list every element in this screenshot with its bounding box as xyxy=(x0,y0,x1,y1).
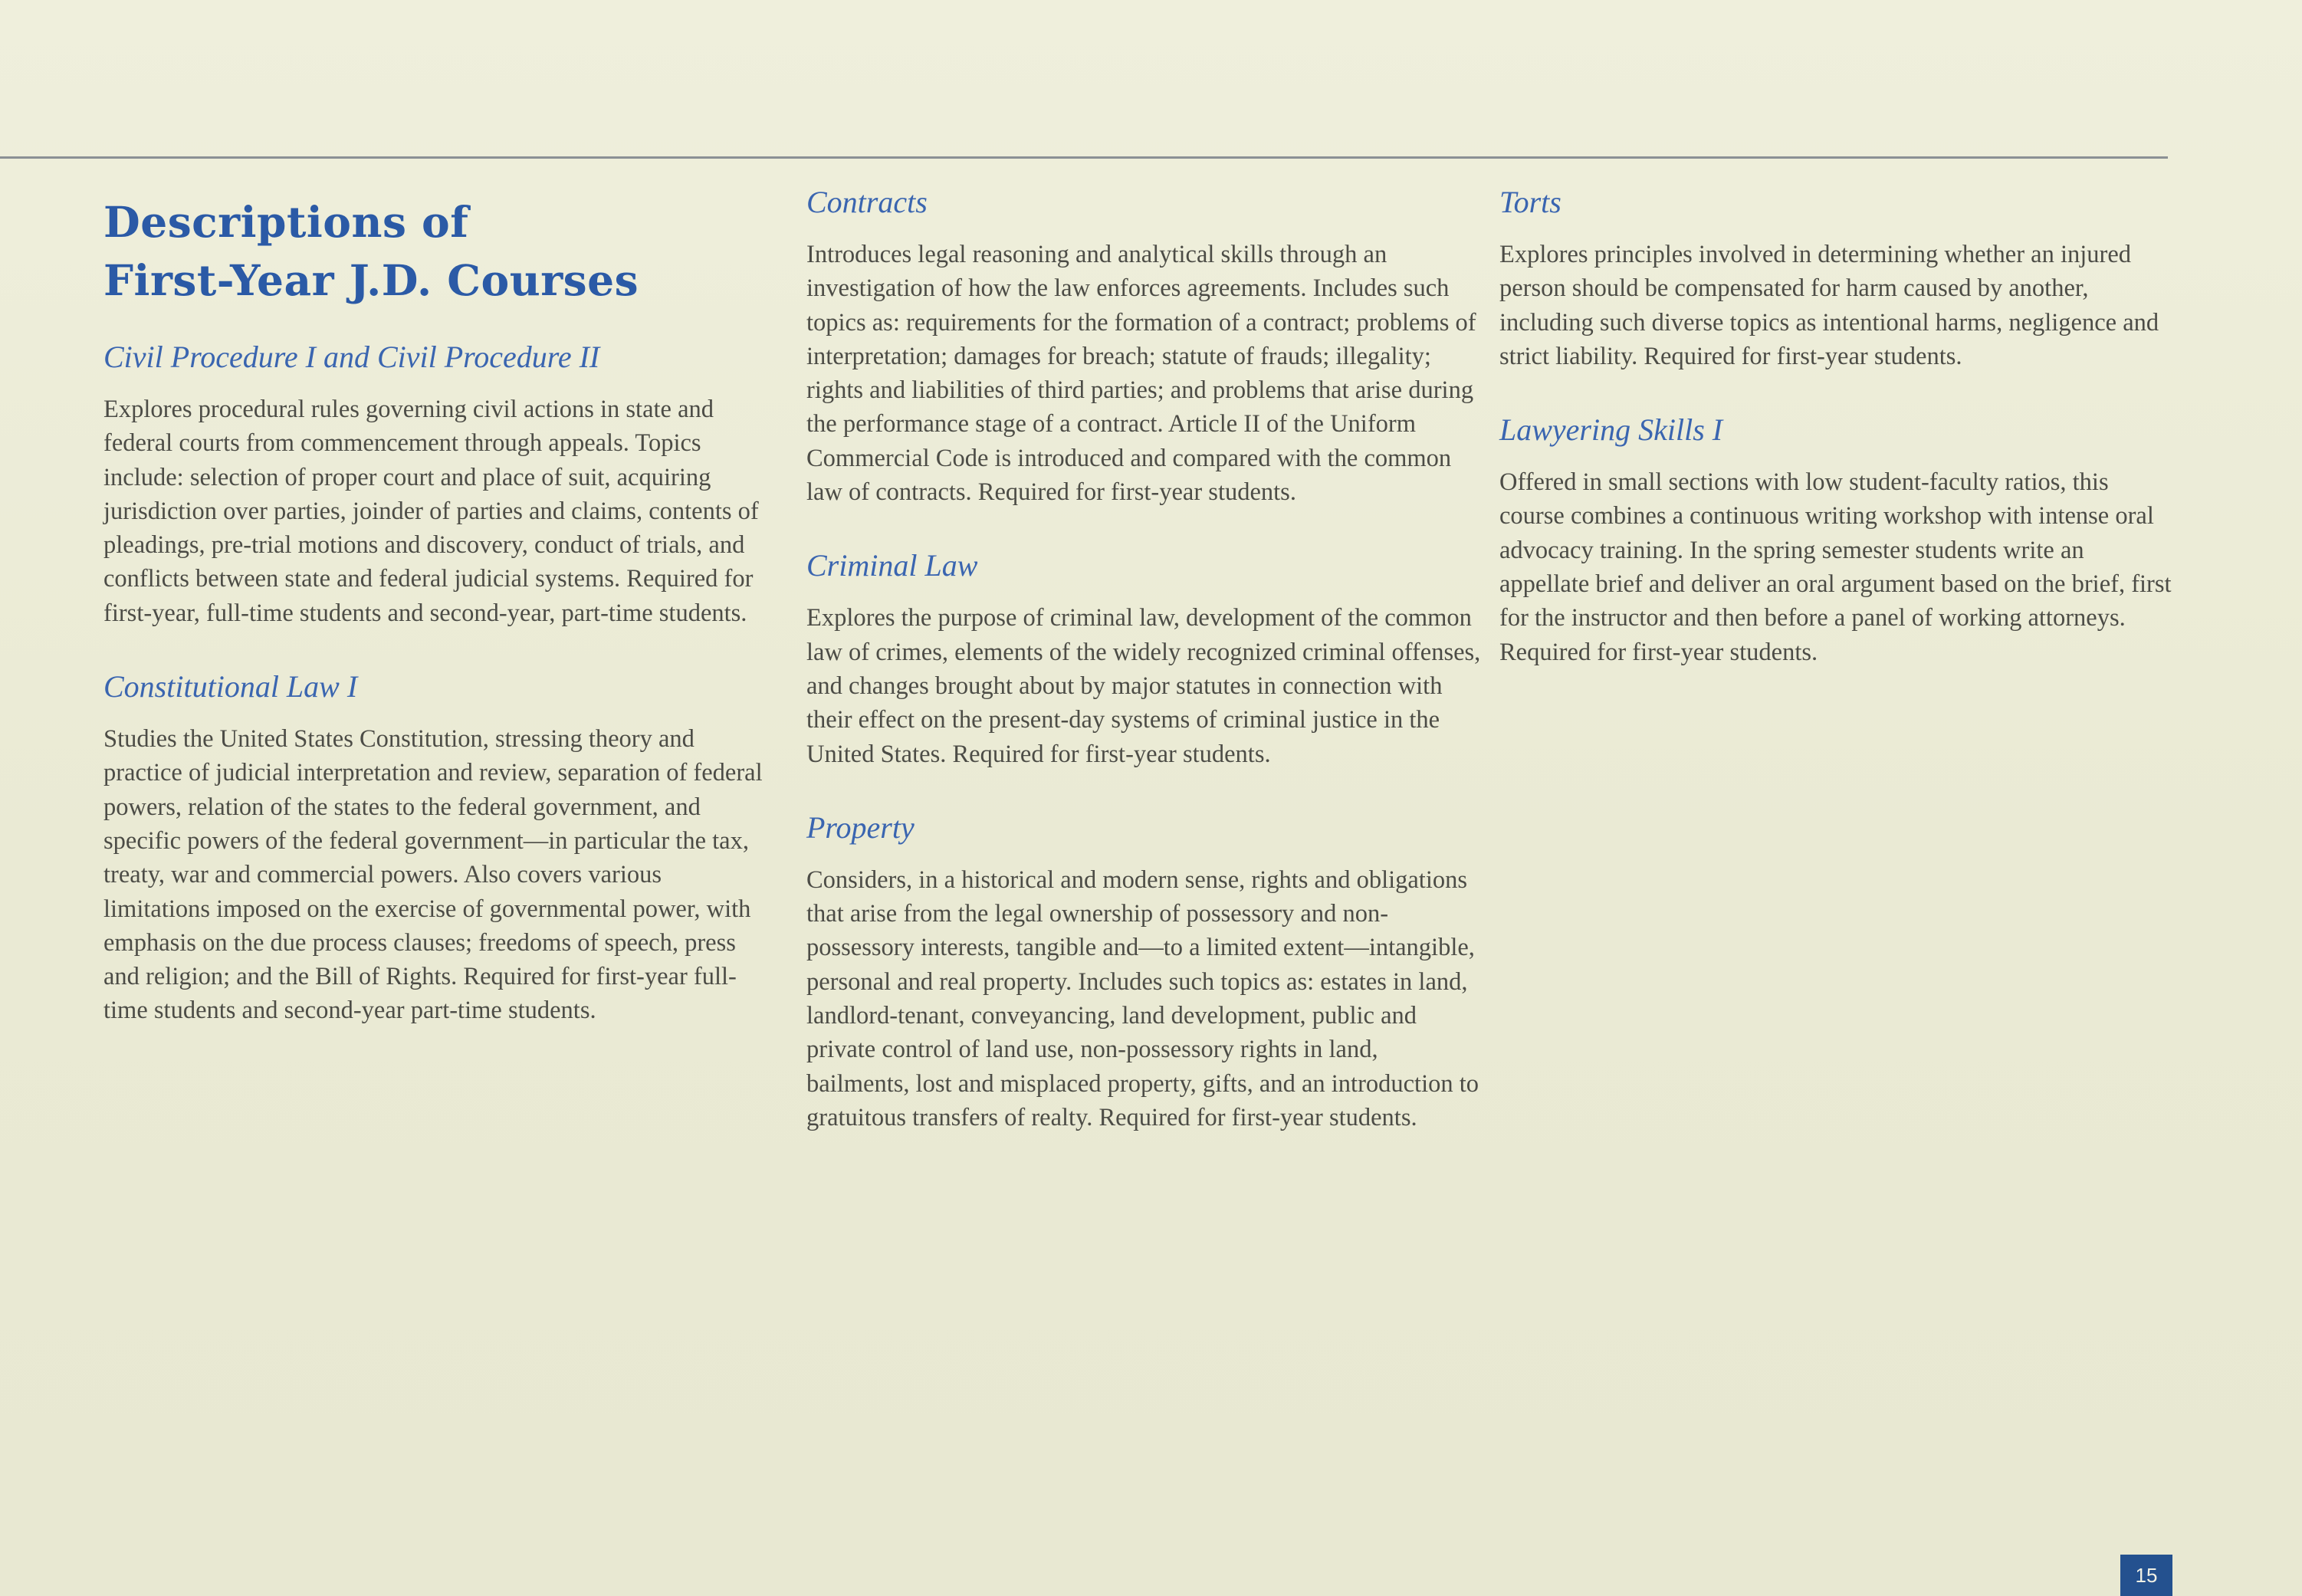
course-criminal-law xyxy=(806,547,1481,770)
course-description: Considers, in a historical and modern sense, rights and obligations that arise from the legal ownership of possessory and non-possessory interests, tangible and—to a limited extent—intangible, personal and real property. Includes such topics as: estates in land, landlord-tenant, conveyancing, land development, public and private control of land use, non-possessory rights in land, bailments, lost and misplaced property, gifts, and an introduction to gratuitous transfers of realty. Required for first-year students. xyxy=(806,865,1479,1131)
course-title: Civil Procedure I and Civil Procedure II xyxy=(103,340,600,374)
page-title-line-2: First-Year J.D. Courses xyxy=(103,255,639,305)
course-description: Explores the purpose of criminal law, development of the common law of crimes, elements of the widely recognized criminal offenses, and changes brought about by major statutes in connection with their effect on the present-day systems of criminal justice in the United States. Required for first-year students. xyxy=(806,604,1481,768)
course-description: Studies the United States Constitution, stressing theory and practice of judicial interpretation and review, separation of federal powers, relation of the states to the federal government, and specific powers of the federal government—in particular the tax, treaty, war and commercial powers. Also covers various limitations imposed on the exercise of governmental power, with emphasis on the due process clauses; freedoms of speech, press and religion; and the Bill of Rights. Required for first-year full-time students and second-year part-time students. xyxy=(103,725,763,1025)
page-number: 15 xyxy=(2120,1555,2172,1596)
course-description: Explores principles involved in determining whether an injured person should be compensated for harm caused by another, including such diverse topics as intentional harms, negligence and strict liability. Required for first-year students. xyxy=(1499,241,2159,370)
course-title: Constitutional Law I xyxy=(103,669,358,704)
column-left xyxy=(103,184,763,1066)
course-title: Criminal Law xyxy=(806,548,978,583)
course-title: Contracts xyxy=(806,185,928,219)
course-lawyering-skills xyxy=(1499,412,2174,669)
course-title: Torts xyxy=(1499,185,1561,219)
course-description: Explores procedural rules governing civil actions in state and federal courts from commencement through appeals. Topics include: selection of proper court and place of suit, acquiring jurisdiction over parties, joinder of parties and claims, contents of pleadings, pre-trial motions and discovery, conduct of trials, and conflicts between state and federal judicial systems. Required for first-year, full-time students and second-year, part-time students. xyxy=(103,396,759,627)
course-civil-procedure xyxy=(103,339,763,630)
column-middle xyxy=(806,184,1481,1173)
column-right xyxy=(1499,184,2174,708)
course-torts xyxy=(1499,184,2174,373)
course-description: Offered in small sections with low student-faculty ratios, this course combines a continuous writing workshop with intense oral advocacy training. In the spring semester students write an appellate brief and deliver an oral argument based on the brief, first for the instructor and then before a panel of working attorneys. Required for first-year students. xyxy=(1499,468,2172,666)
course-description: Introduces legal reasoning and analytical skills through an investigation of how the law enforces agreements. Includes such topics as: requirements for the formation of a contract; problems of interpretation; damages for breach; statute of frauds; illegality; rights and liabilities of third parties; and problems that arise during the performance stage of a contract. Article II of the Uniform Commercial Code is introduced and compared with the common law of contracts. Required for first-year students. xyxy=(806,241,1476,507)
course-contracts xyxy=(806,184,1481,509)
course-title: Lawyering Skills I xyxy=(1499,412,1723,448)
course-title: Property xyxy=(806,809,915,845)
header-rule xyxy=(0,156,2168,159)
page-title-line-1: Descriptions of xyxy=(103,197,469,247)
course-constitutional-law xyxy=(103,668,763,1028)
course-property xyxy=(806,809,1481,1135)
page-title xyxy=(103,193,763,310)
